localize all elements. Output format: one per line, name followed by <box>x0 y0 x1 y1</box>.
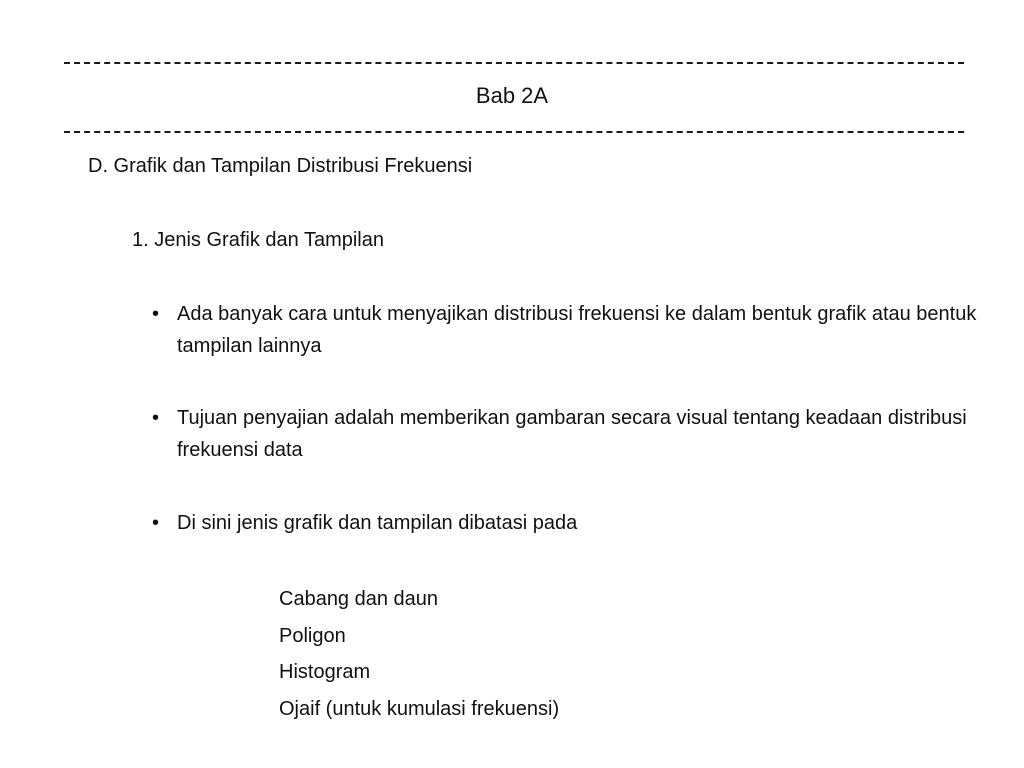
section-heading: D. Grafik dan Tampilan Distribusi Frekuensi <box>88 155 473 177</box>
title-divider-bottom <box>64 131 964 133</box>
bullet-icon: • <box>152 303 160 325</box>
bullet-text: Ada banyak cara untuk menyajikan distribusi frekuensi ke dalam bentuk grafik atau bentuk tampilan lainnya <box>177 303 977 357</box>
slide-title: Bab 2A <box>475 83 549 108</box>
list-item: Histogram <box>279 661 371 683</box>
bullet-text: Tujuan penyajian adalah memberikan gambaran secara visual tentang keadaan distribusi frekuensi data <box>177 407 967 461</box>
bullet-icon: • <box>152 512 160 534</box>
list-item: Poligon <box>279 624 346 647</box>
bullet-item <box>152 402 992 466</box>
title-divider-top <box>64 62 964 64</box>
list-item: Ojaif (untuk kumulasi frekuensi) <box>279 697 560 720</box>
bullet-item <box>152 507 992 539</box>
bullet-icon: • <box>152 407 160 429</box>
bullet-text: Di sini jenis grafik dan tampilan dibatasi pada <box>177 512 578 534</box>
subsection-heading: 1. Jenis Grafik dan Tampilan <box>132 229 384 251</box>
chart-type-list <box>279 581 559 727</box>
bullet-item <box>152 298 992 362</box>
list-item: Cabang dan daun <box>279 588 439 610</box>
